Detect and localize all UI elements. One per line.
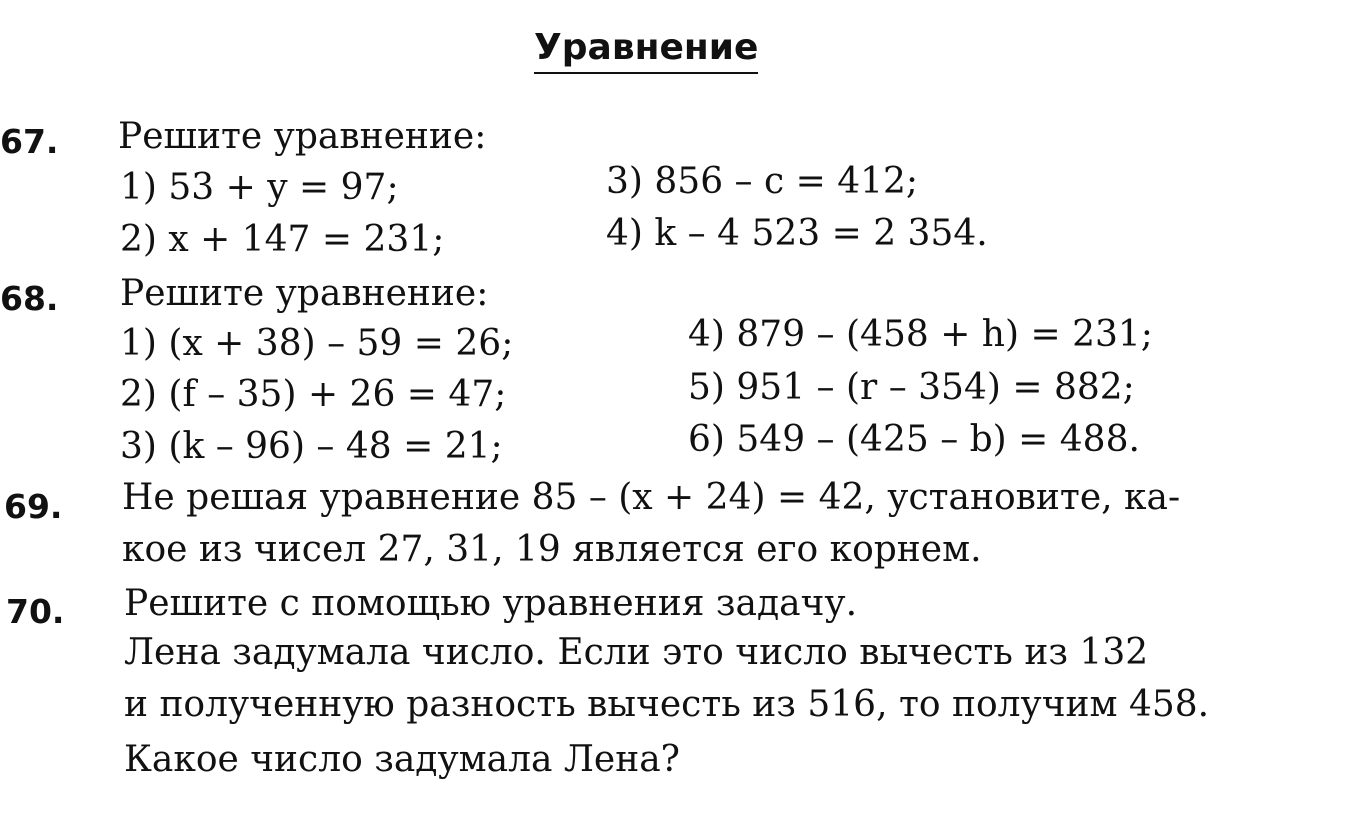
problem-number: 68. (0, 279, 59, 318)
text-line: Какое число задумала Лена? (124, 739, 680, 780)
problem-number: 70. (6, 592, 65, 631)
text-line: Решите с помощью уравнения задачу. (124, 583, 858, 624)
equation-item: 3) 856 – c = 412; (606, 161, 919, 202)
problem-prompt: Решите уравнение: (118, 116, 487, 157)
page-title: Уравнение (534, 26, 758, 74)
problem-number: 69. (4, 487, 63, 526)
text-line: Лена задумала число. Если это число вычесть из 132 (124, 632, 1149, 673)
equation-item: 2) x + 147 = 231; (120, 219, 445, 260)
text-line: и полученную разность вычесть из 516, то получим 458. (124, 684, 1210, 725)
equation-item: 3) (k – 96) – 48 = 21; (120, 426, 503, 467)
problem-number: 67. (0, 122, 59, 161)
equation-item: 2) (f – 35) + 26 = 47; (120, 374, 507, 415)
equation-item: 4) k – 4 523 = 2 354. (606, 213, 988, 254)
text-line: кое из чисел 27, 31, 19 является его корнем. (122, 529, 982, 570)
text-line: Не решая уравнение 85 – (x + 24) = 42, установите, ка- (122, 477, 1181, 518)
problem-prompt: Решите уравнение: (120, 273, 489, 314)
equation-item: 1) (x + 38) – 59 = 26; (120, 323, 514, 364)
equation-item: 4) 879 – (458 + h) = 231; (688, 314, 1153, 355)
equation-item: 1) 53 + y = 97; (120, 167, 399, 208)
equation-item: 6) 549 – (425 – b) = 488. (688, 419, 1140, 460)
equation-item: 5) 951 – (r – 354) = 882; (688, 367, 1135, 408)
